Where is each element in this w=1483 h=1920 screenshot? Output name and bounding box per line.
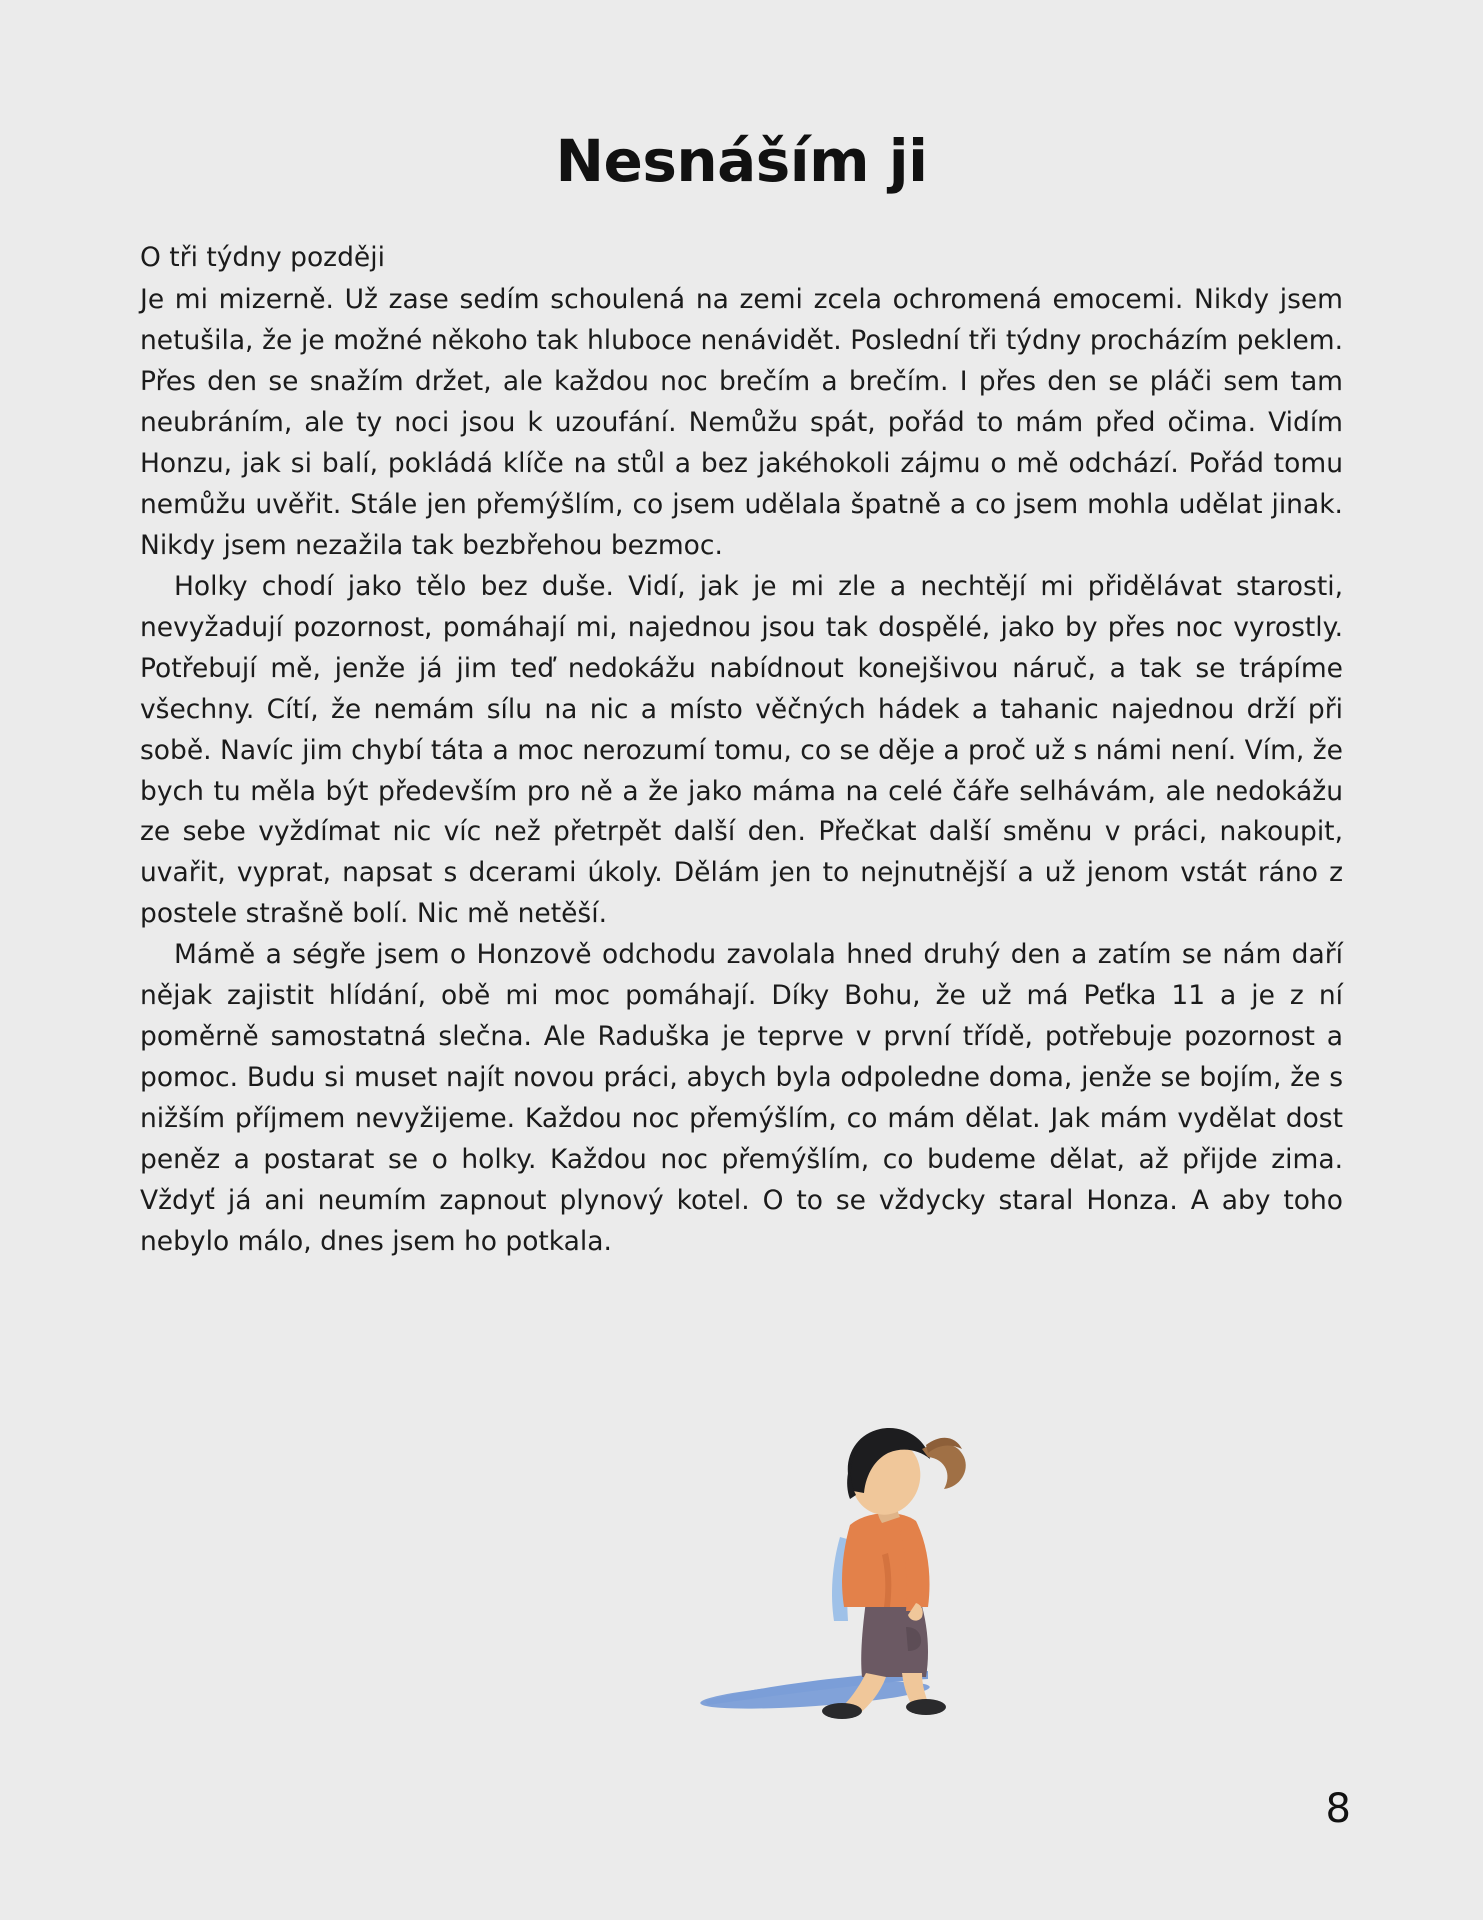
document-body	[140, 238, 1343, 1263]
walking-woman-illustration	[690, 1405, 1050, 1735]
paragraph-3: Mámě a ségře jsem o Honzově odchodu zavolala hned druhý den a zatím se nám daří nějak zajistit hlídání, obě mi moc pomáhají. Díky Bohu, že už má Peťka 11 a je z ní poměrně samostatná slečna. Ale Raduška je teprve v první třídě, potřebuje pozornost a pomoc. Budu si muset najít novou práci, abych byla odpoledne doma, jenže se bojím, že s nižším příjmem nevyžijeme. Každou noc přemýšlím, co mám dělat. Jak mám vydělat dost peněz a postarat se o holky. Každou noc přemýšlím, co budeme dělat, až přijde zima. Vždyť já ani neumím zapnout plynový kotel. O to se vždycky staral Honza. A aby toho nebylo málo, dnes jsem ho potkala.	[140, 939, 1343, 1257]
page-number: 8	[1325, 1786, 1351, 1832]
paragraph-2: Holky chodí jako tělo bez duše. Vidí, jak je mi zle a nechtějí mi přidělávat starosti, nevyžadují pozornost, pomáhají mi, najednou jsou tak dospělé, jako by přes noc vyrostly. Potřebují mě, jenže já jim teď nedokážu nabídnout konejšivou náruč, a tak se trápíme všechny. Cítí, že nemám sílu na nic a místo věčných hádek a tahanic najednou drží při sobě. Navíc jim chybí táta a moc nerozumí tomu, co se děje a proč už s námi není. Vím, že bych tu měla být především pro ně a že jako máma na celé čáře selhávám, ale nedokážu ze sebe vyždímat nic víc než přetrpět další den. Přečkat další směnu v práci, nakoupit, uvařit, vyprat, napsat s dcerami úkoly. Dělám jen to nejnutnější a už jenom vstát ráno z postele strašně bolí. Nic mě netěší.	[140, 570, 1343, 930]
subtitle-line: O tři týdny později	[140, 242, 385, 273]
page-title: Nesnáším ji	[555, 127, 928, 195]
paragraph-1: Je mi mizerně. Už zase sedím schoulená na zemi zcela ochromená emocemi. Nikdy jsem netušila, že je možné někoho tak hluboce nenávidět. Poslední tři týdny procházím peklem. Přes den se snažím držet, ale každou noc brečím a brečím. I přes den se pláči sem tam neubráním, ale ty noci jsou k uzoufání. Nemůžu spát, pořád to mám před očima. Vidím Honzu, jak si balí, pokládá klíče na stůl a bez jakéhokoli zájmu o mě odchází. Pořád tomu nemůžu uvěřit. Stále jen přemýšlím, co jsem udělala špatně a co jsem mohla udělat jinak. Nikdy jsem nezažila tak bezbřehou bezmoc.	[140, 284, 1343, 561]
